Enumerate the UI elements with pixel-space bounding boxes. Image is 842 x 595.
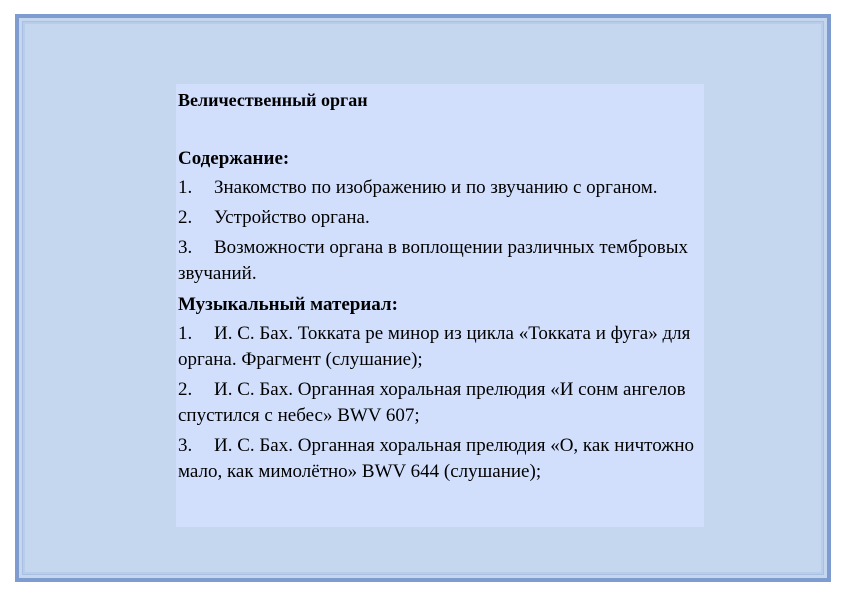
contents-item-text: Знакомство по изображению и по звучанию с органом. (214, 177, 658, 198)
contents-item-number: 1. (178, 177, 193, 198)
contents-item-number: 2. (178, 207, 193, 228)
contents-heading: Содержание: (178, 148, 290, 169)
music-item-text: И. С. Бах. Органная хоральная прелюдия «О, как ничтожно мало, как мимолётно» BWV 644 (слушание); (178, 435, 695, 482)
contents-item (178, 175, 702, 201)
contents-item-text: Устройство органа. (214, 207, 370, 228)
content-box (176, 84, 704, 527)
contents-item-text: Возможности органа в воплощении различных тембровых звучаний. (178, 237, 688, 284)
slide-title: Величественный орган (178, 90, 368, 110)
music-item (178, 377, 702, 429)
contents-item (178, 235, 702, 287)
music-item-number: 3. (178, 435, 193, 456)
music-item-number: 2. (178, 379, 193, 400)
music-item-text: И. С. Бах. Токката ре минор из цикла «Токката и фуга» для органа. Фрагмент (слушание); (178, 323, 691, 370)
contents-item (178, 205, 702, 231)
music-heading: Музыкальный материал: (178, 294, 398, 315)
music-item (178, 321, 702, 373)
music-item-number: 1. (178, 323, 193, 344)
music-item (178, 433, 702, 485)
contents-item-number: 3. (178, 237, 193, 258)
music-item-text: И. С. Бах. Органная хоральная прелюдия «И сонм ангелов спустился с небес» BWV 607; (178, 379, 686, 426)
